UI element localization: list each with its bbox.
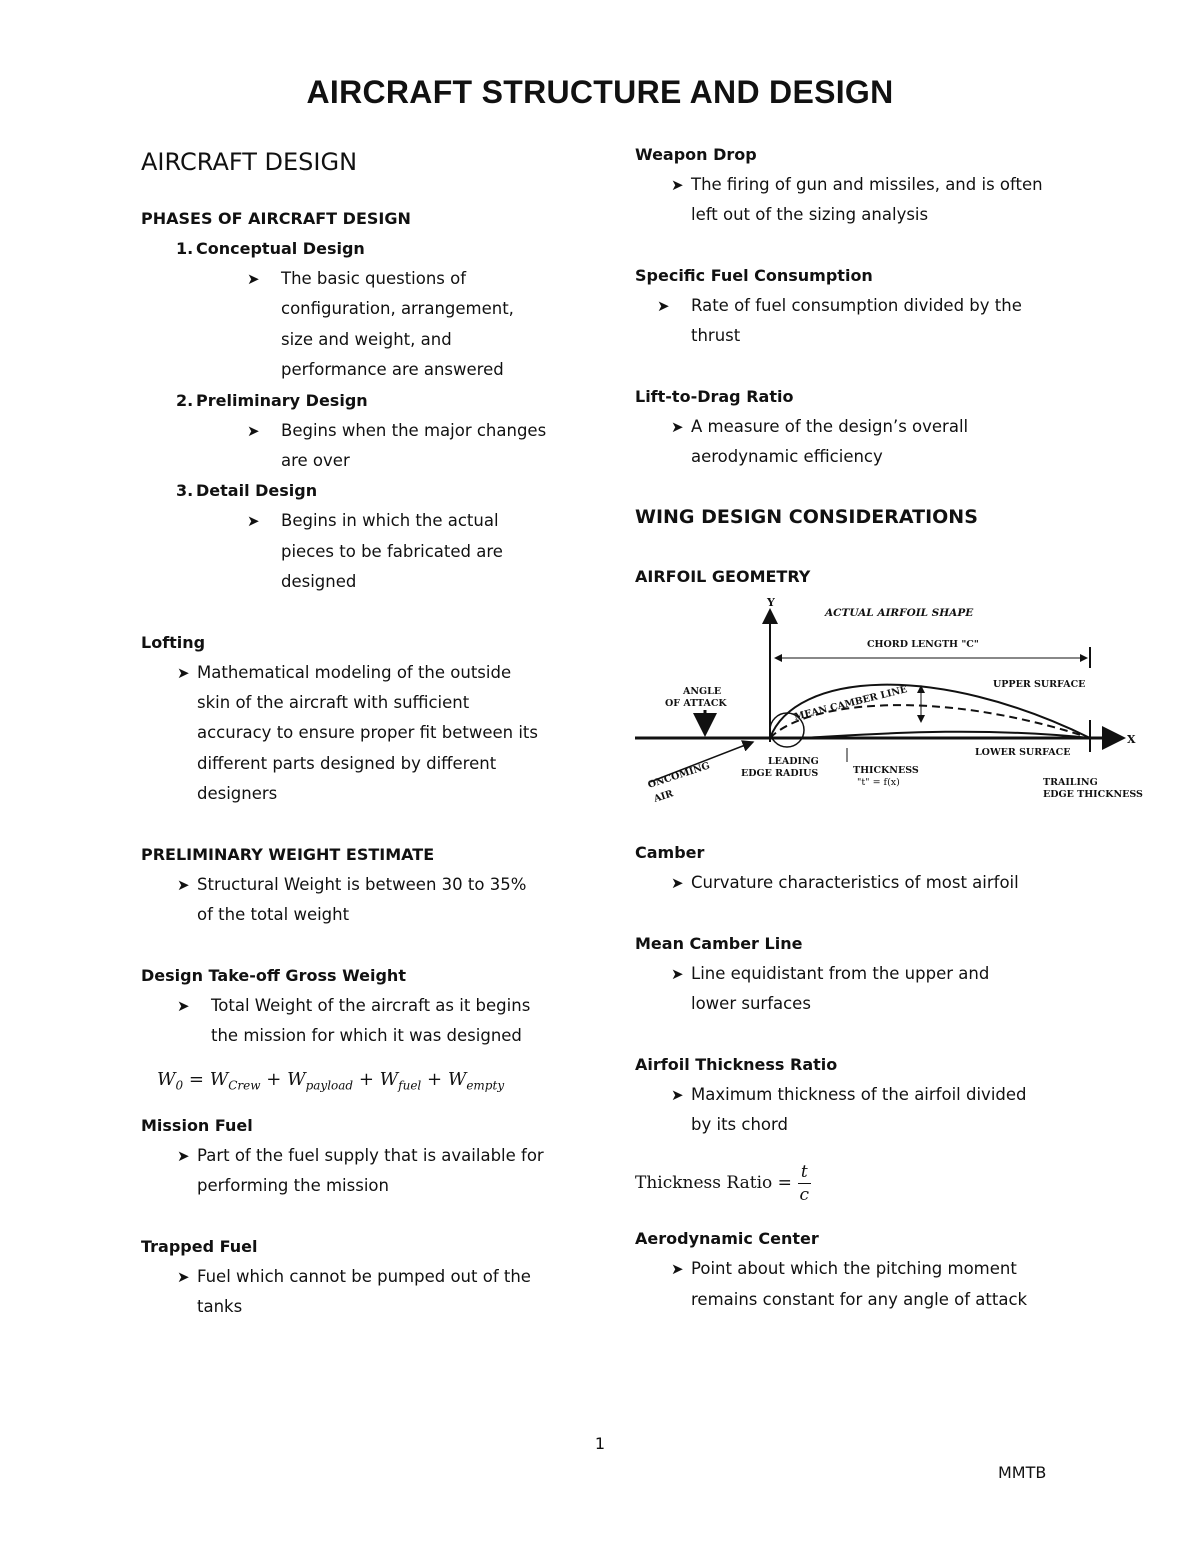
term-mission-fuel: Mission Fuel bbox=[141, 1115, 253, 1135]
bullet-text: Structural Weight is between 30 to 35% bbox=[197, 874, 527, 894]
takeoff-definition bbox=[141, 991, 581, 1052]
weapon-drop-definition bbox=[635, 170, 1105, 231]
term-aerodynamic-center: Aerodynamic Center bbox=[635, 1229, 819, 1249]
formula-subscript: empty bbox=[466, 1078, 505, 1093]
phase-name: Preliminary Design bbox=[196, 390, 368, 410]
bullet-text: Line equidistant from the upper and bbox=[691, 963, 990, 983]
term-airfoil-thickness-ratio: Airfoil Thickness Ratio bbox=[635, 1054, 838, 1074]
phase-name: Conceptual Design bbox=[196, 239, 365, 258]
airfoil-geometry-title: AIRFOIL GEOMETRY bbox=[635, 567, 811, 587]
bullet-text: thrust bbox=[691, 326, 741, 346]
term-preliminary-weight: PRELIMINARY WEIGHT ESTIMATE bbox=[141, 844, 435, 864]
bullet-text: tanks bbox=[197, 1297, 243, 1317]
ld-definition bbox=[635, 412, 1105, 473]
bullet-arrow-icon: ➤ bbox=[177, 663, 190, 682]
phases-title: PHASES OF AIRCRAFT DESIGN bbox=[141, 209, 411, 228]
bullet-text: pieces to be fabricated are bbox=[281, 541, 503, 561]
bullet-text: Begins in which the actual bbox=[281, 511, 499, 531]
term-lift-to-drag: Lift-to-Drag Ratio bbox=[635, 386, 794, 406]
chord-label: CHORD LENGTH "C" bbox=[867, 639, 979, 651]
bullet-text: Curvature characteristics of most airfoil bbox=[691, 873, 1019, 893]
bullet-arrow-icon: ➤ bbox=[247, 270, 260, 288]
bullet-text: designed bbox=[281, 572, 357, 592]
bullet-text: lower surfaces bbox=[691, 994, 811, 1014]
phase-number: 3. bbox=[176, 481, 194, 501]
bullet-text: Part of the fuel supply that is available for bbox=[197, 1145, 544, 1165]
phase-name: Detail Design bbox=[196, 481, 318, 501]
mission-fuel-definition bbox=[141, 1141, 581, 1202]
bullet-text: accuracy to ensure proper fit between its bbox=[197, 723, 538, 743]
thickness-ratio-formula bbox=[635, 1152, 1105, 1214]
phase-number: 1. bbox=[176, 239, 194, 258]
trailing-label: TRAILING bbox=[1043, 777, 1098, 789]
edge-radius-label: EDGE RADIUS bbox=[741, 768, 819, 780]
bullet-text: by its chord bbox=[691, 1115, 788, 1135]
bullet-text: Begins when the major changes bbox=[281, 420, 547, 440]
prelim-weight-definition bbox=[141, 870, 581, 931]
term-lofting: Lofting bbox=[141, 632, 206, 652]
angle-label: ANGLE bbox=[683, 686, 722, 698]
bullet-arrow-icon: ➤ bbox=[177, 1267, 190, 1286]
phase-item bbox=[141, 386, 581, 477]
bullet-text: the mission for which it was designed bbox=[211, 1025, 522, 1045]
formula-fraction bbox=[798, 1161, 811, 1206]
bullet-text: Fuel which cannot be pumped out of the bbox=[197, 1266, 531, 1286]
bullet-text: The firing of gun and missiles, and is often bbox=[691, 175, 1043, 194]
airfoil-diagram bbox=[635, 592, 1155, 802]
bullet-arrow-icon: ➤ bbox=[671, 417, 684, 436]
section-title-aircraft-design: AIRCRAFT DESIGN bbox=[141, 148, 358, 176]
bullet-arrow-icon: ➤ bbox=[671, 176, 684, 194]
bullet-text: configuration, arrangement, bbox=[281, 299, 514, 319]
air-label: AIR bbox=[652, 788, 675, 803]
camber-definition bbox=[635, 868, 1105, 898]
thickness-function-label: "t" = f(x) bbox=[857, 777, 900, 789]
formula-label: Thickness Ratio = bbox=[635, 1173, 792, 1194]
bullet-text: Maximum thickness of the airfoil divided bbox=[691, 1084, 1027, 1104]
formula-symbol: W bbox=[157, 1069, 176, 1091]
bullet-text: Mathematical modeling of the outside bbox=[197, 662, 512, 682]
term-mean-camber-line: Mean Camber Line bbox=[635, 933, 803, 953]
bullet-text: Point about which the pitching moment bbox=[691, 1259, 1017, 1279]
bullet-text: A measure of the design’s overall bbox=[691, 416, 969, 436]
gross-weight-formula: $W_0 = W_{Crew} + W_{payload} + W_{fuel} + W_{empty}$ bbox=[157, 1069, 505, 1093]
right-column bbox=[635, 140, 1143, 1315]
of-attack-label: OF ATTACK bbox=[665, 698, 727, 710]
page-number: 1 bbox=[594, 1434, 606, 1453]
upper-surface-label: UPPER SURFACE bbox=[993, 679, 1086, 691]
lofting-definition bbox=[141, 658, 581, 810]
bullet-arrow-icon: ➤ bbox=[247, 512, 260, 531]
phase-item bbox=[141, 476, 581, 597]
bullet-arrow-icon: ➤ bbox=[177, 875, 190, 894]
formula-subscript: 0 bbox=[175, 1078, 184, 1093]
wing-design-title: WING DESIGN CONSIDERATIONS bbox=[635, 506, 978, 529]
left-column bbox=[141, 140, 581, 1323]
leading-label: LEADING bbox=[768, 756, 819, 768]
formula-subscript: fuel bbox=[398, 1078, 422, 1093]
bullet-arrow-icon: ➤ bbox=[177, 1146, 190, 1165]
phase-number: 2. bbox=[176, 390, 194, 410]
trapped-fuel-definition bbox=[141, 1262, 581, 1323]
mean-camber-label: MEAN CAMBER LINE bbox=[793, 684, 909, 724]
bullet-text: designers bbox=[197, 784, 278, 804]
bullet-arrow-icon: ➤ bbox=[671, 1260, 684, 1279]
term-trapped-fuel: Trapped Fuel bbox=[141, 1236, 258, 1256]
actual-shape-label: ACTUAL AIRFOIL SHAPE bbox=[825, 607, 974, 620]
bullet-text: left out of the sizing analysis bbox=[691, 205, 929, 225]
bullet-text: Rate of fuel consumption divided by the bbox=[691, 295, 1022, 315]
bullet-arrow-icon: ➤ bbox=[657, 296, 670, 315]
atr-definition bbox=[635, 1080, 1105, 1141]
edge-thickness-label: EDGE THICKNESS bbox=[1043, 789, 1143, 801]
y-axis-label: Y bbox=[767, 596, 775, 610]
mcl-definition bbox=[635, 959, 1105, 1020]
bullet-text: aerodynamic efficiency bbox=[691, 447, 883, 467]
bullet-text: remains constant for any angle of attack bbox=[691, 1289, 1028, 1309]
bullet-text: of the total weight bbox=[197, 905, 350, 925]
oncoming-label: ONCOMING bbox=[646, 760, 712, 792]
bullet-arrow-icon: ➤ bbox=[247, 421, 260, 440]
term-camber: Camber bbox=[635, 843, 705, 863]
phase-item bbox=[141, 234, 581, 386]
thickness-label: THICKNESS bbox=[853, 765, 919, 777]
term-sfc: Specific Fuel Consumption bbox=[635, 265, 873, 285]
bullet-arrow-icon: ➤ bbox=[671, 874, 684, 893]
bullet-text: The basic questions of bbox=[281, 269, 467, 288]
term-weapon-drop: Weapon Drop bbox=[635, 145, 757, 164]
bullet-text: performing the mission bbox=[197, 1176, 389, 1196]
bullet-text: performance are answered bbox=[281, 360, 504, 380]
ac-definition bbox=[635, 1254, 1105, 1315]
bullet-text: skin of the aircraft with sufficient bbox=[197, 693, 470, 713]
footer-author: MMTB bbox=[998, 1463, 1047, 1482]
bullet-text: different parts designed by different bbox=[197, 753, 497, 773]
fraction-numerator: t bbox=[798, 1161, 811, 1184]
bullet-arrow-icon: ➤ bbox=[671, 964, 684, 983]
bullet-arrow-icon: ➤ bbox=[671, 1085, 684, 1104]
term-takeoff-weight: Design Take-off Gross Weight bbox=[141, 965, 406, 985]
lower-surface-label: LOWER SURFACE bbox=[975, 747, 1071, 759]
page-title: AIRCRAFT STRUCTURE AND DESIGN bbox=[306, 74, 894, 110]
bullet-text: Total Weight of the aircraft as it begins bbox=[211, 995, 531, 1015]
bullet-text: are over bbox=[281, 451, 350, 471]
formula-subscript: payload bbox=[305, 1078, 354, 1093]
sfc-definition bbox=[635, 291, 1105, 352]
formula-subscript: Crew bbox=[228, 1078, 261, 1093]
bullet-arrow-icon: ➤ bbox=[177, 996, 190, 1015]
bullet-text: size and weight, and bbox=[281, 329, 452, 349]
x-axis-label: X bbox=[1127, 733, 1136, 747]
fraction-denominator: c bbox=[799, 1184, 810, 1205]
